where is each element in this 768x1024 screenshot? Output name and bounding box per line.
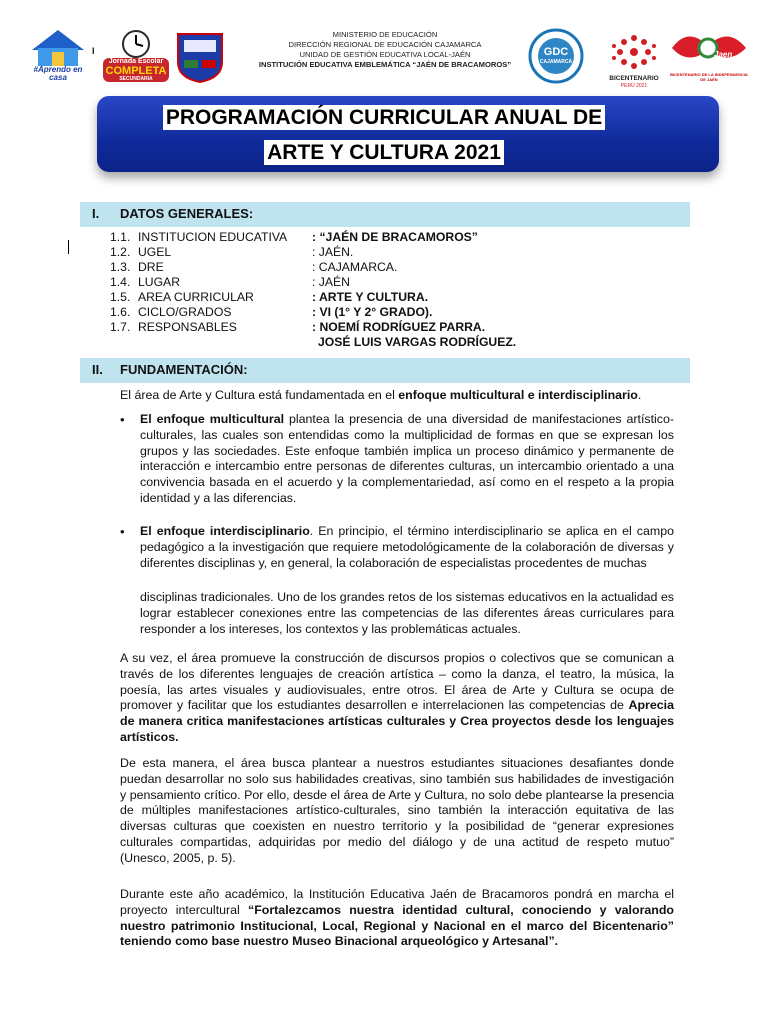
section-fundamentacion: II. FUNDAMENTACIÓN: bbox=[80, 358, 690, 383]
datos-row: 1.3. DRE : CAJAMARCA. bbox=[110, 260, 398, 274]
fund-bullet-interdisciplinario-cont: disciplinas tradicionales. Uno de los grandes retos de los sistemas educativos en la actualidad es lograr establecer conexiones entre las competencias de las diferentes áreas curriculares para responder a los intereses, los contextos y las problemáticas actuales. bbox=[140, 590, 674, 636]
fund-paragraph-3: A su vez, el área promueve la construcción de discursos propios o colectivos que se comunican a través de los diferentes lenguajes de creación artística – como la danza, el teatro, la música, la poesía, las artes visuales y audiovisuales, entre otros. El área de Arte y Cultura se ocupa de promover y facilitar que los estudiantes desarrollen e interrelacionen las competencias de Aprecia de manera critica manifestaciones artísticas culturales y Crea proyectos desde los lenguajes artísticos. bbox=[120, 651, 674, 744]
bullet-dot: • bbox=[120, 524, 125, 539]
school-shield-logo bbox=[176, 32, 224, 84]
bicentenario-jaen-logo: 200 años Jaen BICENTENARIO DE LA INDEPENDENCIA DE JAÉN bbox=[670, 32, 748, 82]
institution-header: MINISTERIO DE EDUCACIÓN DIRECCIÓN REGIONAL DE EDUCACIÓN CAJAMARCA UNIDAD DE GESTIÓN EDUCATIVA LOCAL-JAÉN INSTITUCIÓN EDUCATIVA EMBLEMÁTICA “JAÉN DE BRACAMOROS” bbox=[258, 30, 512, 69]
gdc-cajamarca-logo: GDC CAJAMARCA bbox=[528, 28, 584, 86]
aprendo-en-casa-logo: #Aprendo en casa bbox=[30, 28, 86, 84]
text-cursor bbox=[68, 240, 69, 254]
jornada-escolar-completa-logo: Jornada Escolar COMPLETA SECUNDARIA bbox=[101, 28, 171, 84]
fund-paragraph-5: Durante este año académico, la Institución Educativa Jaén de Bracamoros pondrá en marcha el proyecto intercultural “Fortalezcamos nuestra identidad cultural, conociendo y valorando nuestro patrimonio Institucional, Local, Regional y Nacional en el marco del Bicentenario” teniendo como base nuestro Museo Binacional arqueológico y Artesanal”. bbox=[120, 887, 674, 949]
datos-row: 1.6. CICLO/GRADOS : VI (1° Y 2° GRADO). bbox=[110, 305, 433, 319]
title-line-2: ARTE Y CULTURA 2021 bbox=[0, 141, 768, 165]
fund-paragraph-4: De esta manera, el área busca plantear a nuestros estudiantes situaciones desafiantes donde puedan desarrollar no solo sus habilidades creativas, sino también sus habilidades de investigación y pensamiento crítico. Por ello, desde el área de Arte y Cultura, no solo debe plantearse la presencia de múltiples manifestaciones artístico-culturales, sino también la interacción equitativa de las diversas culturas que coexisten en nuestro territorio y la posibilidad de “generar expresiones culturales compartidas, adquiridas por medio del diálogo y de una actitud de respeto mutuo” (Unesco, 2005, p. 5). bbox=[120, 756, 674, 865]
datos-row: 1.4. LUGAR : JAÉN bbox=[110, 275, 350, 289]
fund-bullet-multicultural: El enfoque multicultural plantea la presencia de una diversidad de manifestaciones artístico-culturales, las cuales son entendidas como la multiplicidad de formas en que se expresan los grupos y las sociedades. Este enfoque también implica un proceso dinámico y permanente de interacción e intercambio entre personas de diferentes culturas, un intercambio orientado a una convivencia basada en el acuerdo y la complementariedad, así como en el respeto a la propia identidad y a las diferencias. bbox=[140, 412, 674, 505]
bullet-dot: • bbox=[120, 412, 125, 427]
fund-intro: El área de Arte y Cultura está fundamentada en el enfoque multicultural e interdisciplinario. bbox=[120, 388, 642, 402]
section-datos-generales: I. DATOS GENERALES: bbox=[80, 202, 690, 227]
responsable-2: JOSÉ LUIS VARGAS RODRÍGUEZ. bbox=[318, 335, 517, 349]
datos-row: 1.1. INSTITUCION EDUCATIVA : “JAÉN DE BRACAMOROS” bbox=[110, 230, 478, 244]
datos-row: 1.2. UGEL : JAÉN. bbox=[110, 245, 354, 259]
datos-row: 1.7. RESPONSABLES : NOEMÍ RODRÍGUEZ PARRA. bbox=[110, 320, 486, 334]
datos-row: 1.5. AREA CURRICULAR : ARTE Y CULTURA. bbox=[110, 290, 429, 304]
small-mark: I bbox=[92, 46, 95, 56]
fund-bullet-interdisciplinario: El enfoque interdisciplinario. En principio, el término interdisciplinario se aplica en el campo pedagógico a la investigación que requiere metodológicamente de la colaboración de diversas y diferentes disciplinas y, en general, la colaboración de especialistas procedentes de muchas bbox=[140, 524, 674, 570]
title-line-1: PROGRAMACIÓN CURRICULAR ANUAL DE bbox=[0, 106, 768, 130]
bicentenario-peru-logo: BICENTENARIO PERÚ 2021 bbox=[606, 32, 662, 90]
